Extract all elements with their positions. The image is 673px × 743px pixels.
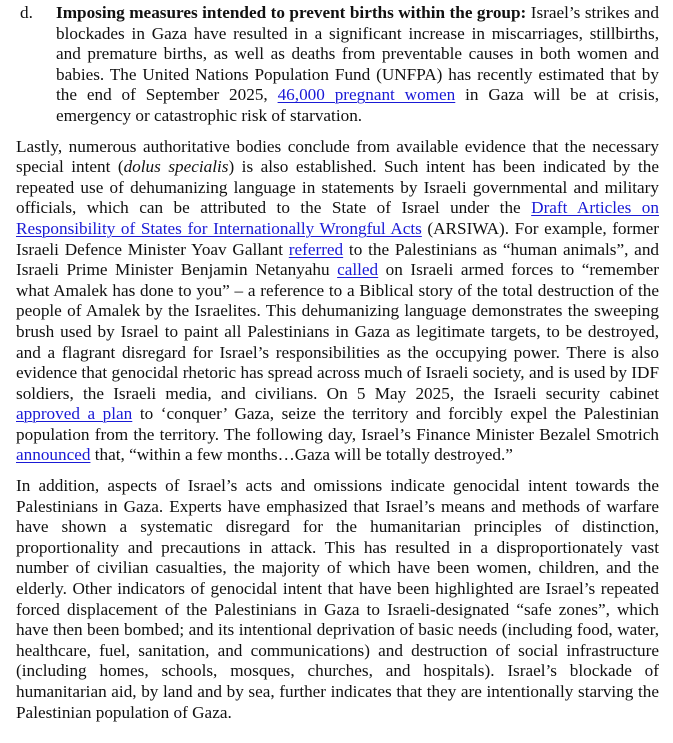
body-text: (ARSIWA). For example, former Israeli Defence Minister Yoav Gallant	[16, 218, 659, 259]
italic-term: dolus specialis	[123, 157, 229, 177]
body-text: that, “within a few months…Gaza will be totally destroyed.”	[90, 445, 513, 465]
paragraph-genocidal-intent	[16, 476, 659, 723]
link-referred[interactable]: referred	[288, 239, 344, 259]
body-text: In addition, aspects of Israel’s acts and omissions indicate genocidal intent towards the Palestinians in Gaza. Experts have emphasized that Israel’s means and methods of warfare have shown a systematic disregard for the humanitarian principles of distinction, proportionality and precautions in attack. This has resulted in a disproportionately vast number of civilian casualties, the majority of which have been women, children, and the elderly. Other indicators of genocidal intent that have been highlighted are Israel’s repeated forced displacement of the Palestinians in Gaza to Israeli-designated “safe zones”, which have then been bombed; and its intentional deprivation of basic needs (including food, water, healthcare, fuel, sanitation, and communications) and destruction of social infrastructure (including homes, schools, mosques, churches, and hospitals). Israel’s blockade of humanitarian aid, by land and by sea, further indicates that they are intentionally starving the Palestinian population of Gaza.	[16, 476, 659, 722]
body-text: to ‘conquer’ Gaza, seize the territory and forcibly expel the Palestinian population from the territory. The following day, Israel’s Finance Minister Bezalel Smotrich	[16, 404, 660, 444]
body-text: on Israeli armed forces to “remember what Amalek has done to you” – a reference to a Biblical story of the total destruction of the people of Amalek by the Israelites. This dehumanizing language demonstrates the sweeping brush used by Israel to paint all Palestinians in Gaza as legitimate targets, to be destroyed, and a flagrant disregard for Israel’s responsibilities as the occupying power. There is also evidence that genocidal rhetoric has spread across much of Israeli society, and is used by IDF soldiers, the Israeli media, and civilians. On 5 May 2025, the Israeli security cabinet	[16, 260, 659, 403]
link-pregnant-women[interactable]: 46,000 pregnant women	[277, 85, 456, 105]
link-announced[interactable]: announced	[16, 445, 91, 465]
list-item-heading: Imposing measures intended to prevent births within the group:	[56, 3, 527, 22]
paragraph-special-intent	[16, 137, 659, 467]
body-text: ) is also established. Such intent has been indicated by the repeated use of dehumanizing language in statements by Israeli governmental and military officials, which can be attributed to the State of Israel under the	[16, 157, 659, 218]
link-approved-a-plan[interactable]: approved a plan	[16, 404, 133, 424]
body-text: Lastly, numerous authoritative bodies conclude from available evidence that the necessary special intent (	[16, 136, 659, 177]
body-text: in Gaza will be at crisis, emergency or catastrophic risk of starvation.	[56, 85, 660, 125]
list-item-d	[16, 3, 659, 127]
link-arsiwa[interactable]: Draft Articles on Responsibility of States for Internationally Wrongful Acts	[16, 198, 659, 238]
link-called[interactable]: called	[337, 260, 379, 280]
body-text: Israel’s strikes and blockades in Gaza have resulted in a significant increase in miscarriages, stillbirths, and premature births, as well as deaths from preventable causes in both women and babies. The United Nations Population Fund (UNFPA) has recently estimated that by the end of September 2025,	[56, 3, 659, 105]
list-marker: d.	[20, 3, 33, 22]
body-text: to the Palestinians as “human animals”, and Israeli Prime Minister Benjamin Netanyahu	[16, 239, 660, 280]
